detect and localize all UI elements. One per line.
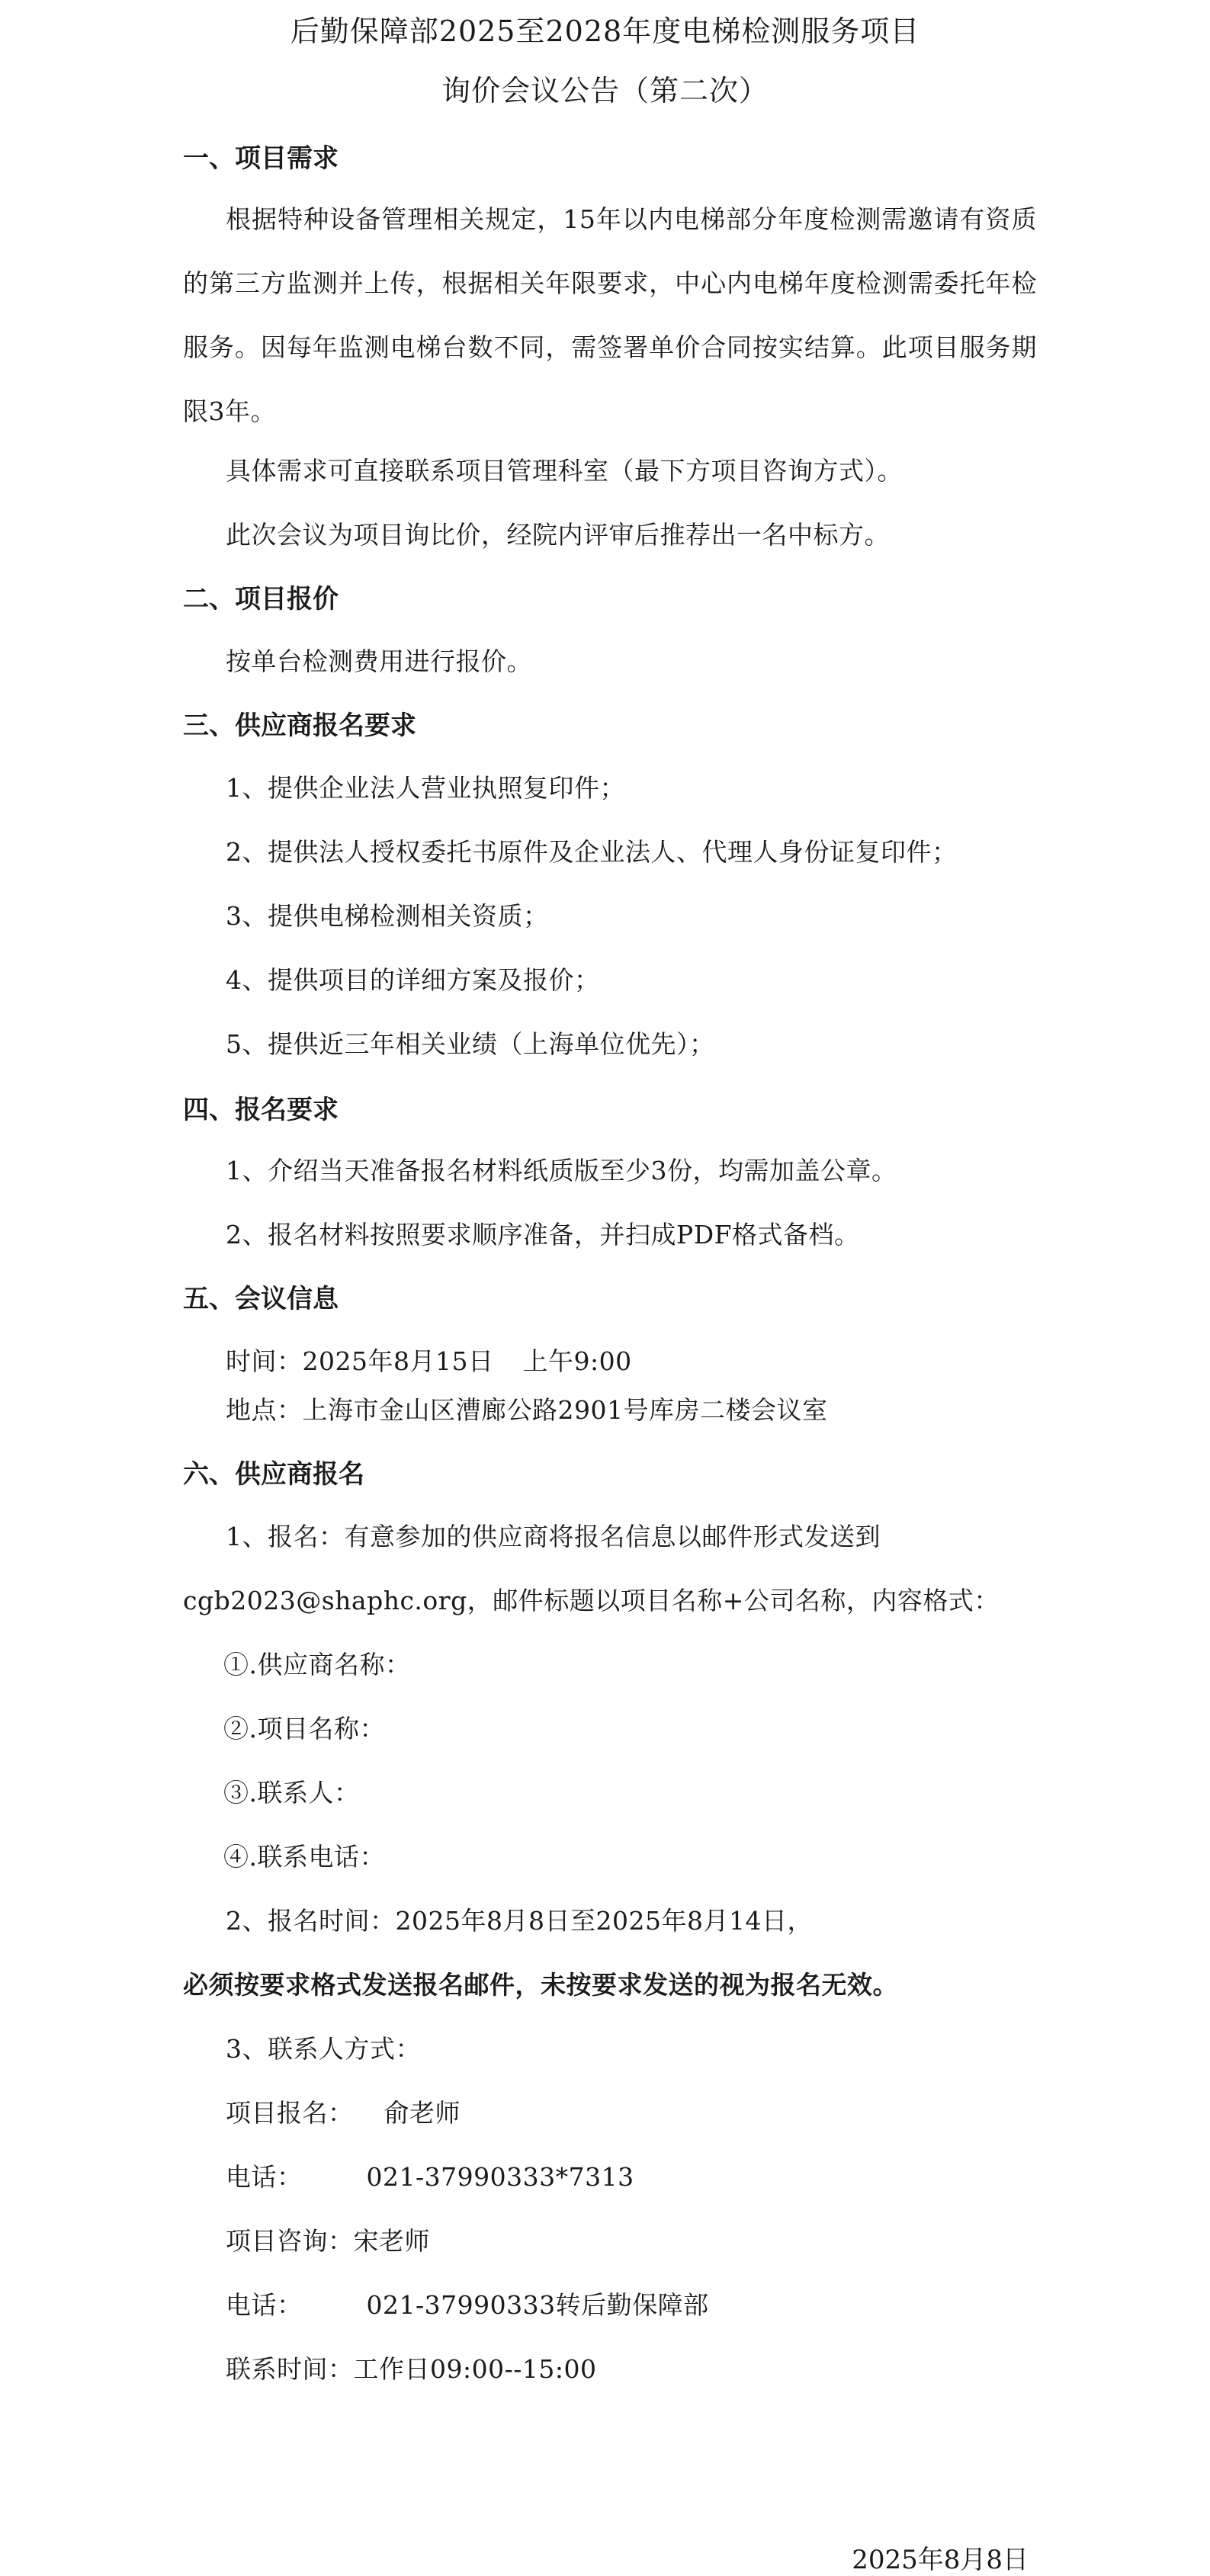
registration-field-item: ④.联系电话： bbox=[223, 1842, 385, 1872]
registration-phone-label: 电话： bbox=[226, 2162, 303, 2192]
meeting-time-clock: 上午9:00 bbox=[522, 1346, 632, 1376]
document-title-line2: 询价会议公告（第二次） bbox=[441, 74, 769, 107]
section-heading-supplier-registration: 六、供应商报名 bbox=[183, 1459, 364, 1490]
registration-contact bbox=[226, 2093, 461, 2129]
contact-hours-label: 联系时间： bbox=[226, 2354, 354, 2384]
section-heading-requirements: 一、项目需求 bbox=[183, 143, 339, 174]
supplier-requirement-item: 2、提供法人授权委托书原件及企业法人、代理人身份证复印件； bbox=[226, 837, 958, 867]
registration-time: 2、报名时间：2025年8月8日至2025年8月14日， bbox=[226, 1906, 813, 1936]
registration-requirement-item: 1、介绍当天准备报名材料纸质版至少3份，均需加盖公章。 bbox=[226, 1156, 897, 1185]
registration-field-item: ②.项目名称： bbox=[223, 1714, 385, 1744]
registration-requirement-item: 2、报名材料按照要求顺序准备，并扫成PDF格式备档。 bbox=[226, 1220, 860, 1250]
requirements-contact-note: 具体需求可直接联系项目管理科室（最下方项目咨询方式）。 bbox=[226, 456, 903, 486]
quotation-text: 按单台检测费用进行报价。 bbox=[226, 646, 532, 676]
meeting-place-value: 上海市金山区漕廊公路2901号库房二楼会议室 bbox=[302, 1395, 828, 1425]
registration-field-item: ①.供应商名称： bbox=[223, 1650, 411, 1679]
registration-phone bbox=[226, 2157, 634, 2193]
meeting-place bbox=[226, 1391, 827, 1426]
issue-date: 2025年8月8日 bbox=[852, 2545, 1029, 2575]
meeting-time bbox=[226, 1342, 632, 1378]
supplier-requirement-item: 4、提供项目的详细方案及报价； bbox=[226, 965, 600, 995]
registration-email-line: cgb2023@shaphc.org，邮件标题以项目名称+公司名称，内容格式： bbox=[183, 1586, 1000, 1615]
consult-phone bbox=[226, 2286, 709, 2321]
registration-contact-label: 项目报名： bbox=[226, 2098, 354, 2128]
consult-phone-value: 021-37990333转后勤保障部 bbox=[366, 2290, 709, 2320]
section-heading-quotation: 二、项目报价 bbox=[183, 584, 339, 614]
consult-contact bbox=[226, 2222, 430, 2257]
contact-heading: 3、联系人方式： bbox=[226, 2034, 421, 2064]
registration-contact-name: 俞老师 bbox=[384, 2098, 461, 2128]
registration-field-item: ③.联系人： bbox=[223, 1778, 360, 1808]
supplier-requirement-item: 5、提供近三年相关业绩（上海单位优先）； bbox=[226, 1029, 715, 1059]
meeting-place-label: 地点： bbox=[226, 1395, 303, 1425]
supplier-requirement-item: 3、提供电梯检测相关资质； bbox=[226, 901, 549, 931]
consult-contact-name: 宋老师 bbox=[353, 2226, 430, 2256]
consult-phone-label: 电话： bbox=[226, 2290, 303, 2320]
section-heading-supplier-requirements: 三、供应商报名要求 bbox=[183, 711, 416, 741]
meeting-time-date: 2025年8月15日 bbox=[302, 1346, 494, 1376]
registration-warning: 必须按要求格式发送报名邮件，未按要求发送的视为报名无效。 bbox=[183, 1970, 898, 2000]
supplier-requirement-item: 1、提供企业法人营业执照复印件； bbox=[226, 773, 625, 803]
requirements-review-note: 此次会议为项目询比价，经院内评审后推荐出一名中标方。 bbox=[226, 520, 890, 550]
registration-instruction: 1、报名：有意参加的供应商将报名信息以邮件形式发送到 bbox=[226, 1522, 881, 1551]
registration-phone-value: 021-37990333*7313 bbox=[366, 2162, 634, 2192]
section-heading-meeting-info: 五、会议信息 bbox=[183, 1284, 339, 1314]
document-title-line1: 后勤保障部2025至2028年度电梯检测服务项目 bbox=[290, 14, 920, 48]
section-heading-registration-requirements: 四、报名要求 bbox=[183, 1095, 339, 1125]
contact-hours-value: 工作日09:00--15:00 bbox=[353, 2354, 597, 2384]
consult-contact-label: 项目咨询： bbox=[226, 2226, 354, 2256]
meeting-time-label: 时间： bbox=[226, 1346, 303, 1376]
requirements-paragraph: 根据特种设备管理相关规定，15年以内电梯部分年度检测需邀请有资质的第三方监测并上传，根据相关年限要求，中心内电梯年度检测需委托年检服务。因每年监测电梯台数不同，需签署单价合同按实结算。此项目服务期限3年。 bbox=[183, 204, 1037, 426]
contact-hours bbox=[226, 2350, 597, 2385]
